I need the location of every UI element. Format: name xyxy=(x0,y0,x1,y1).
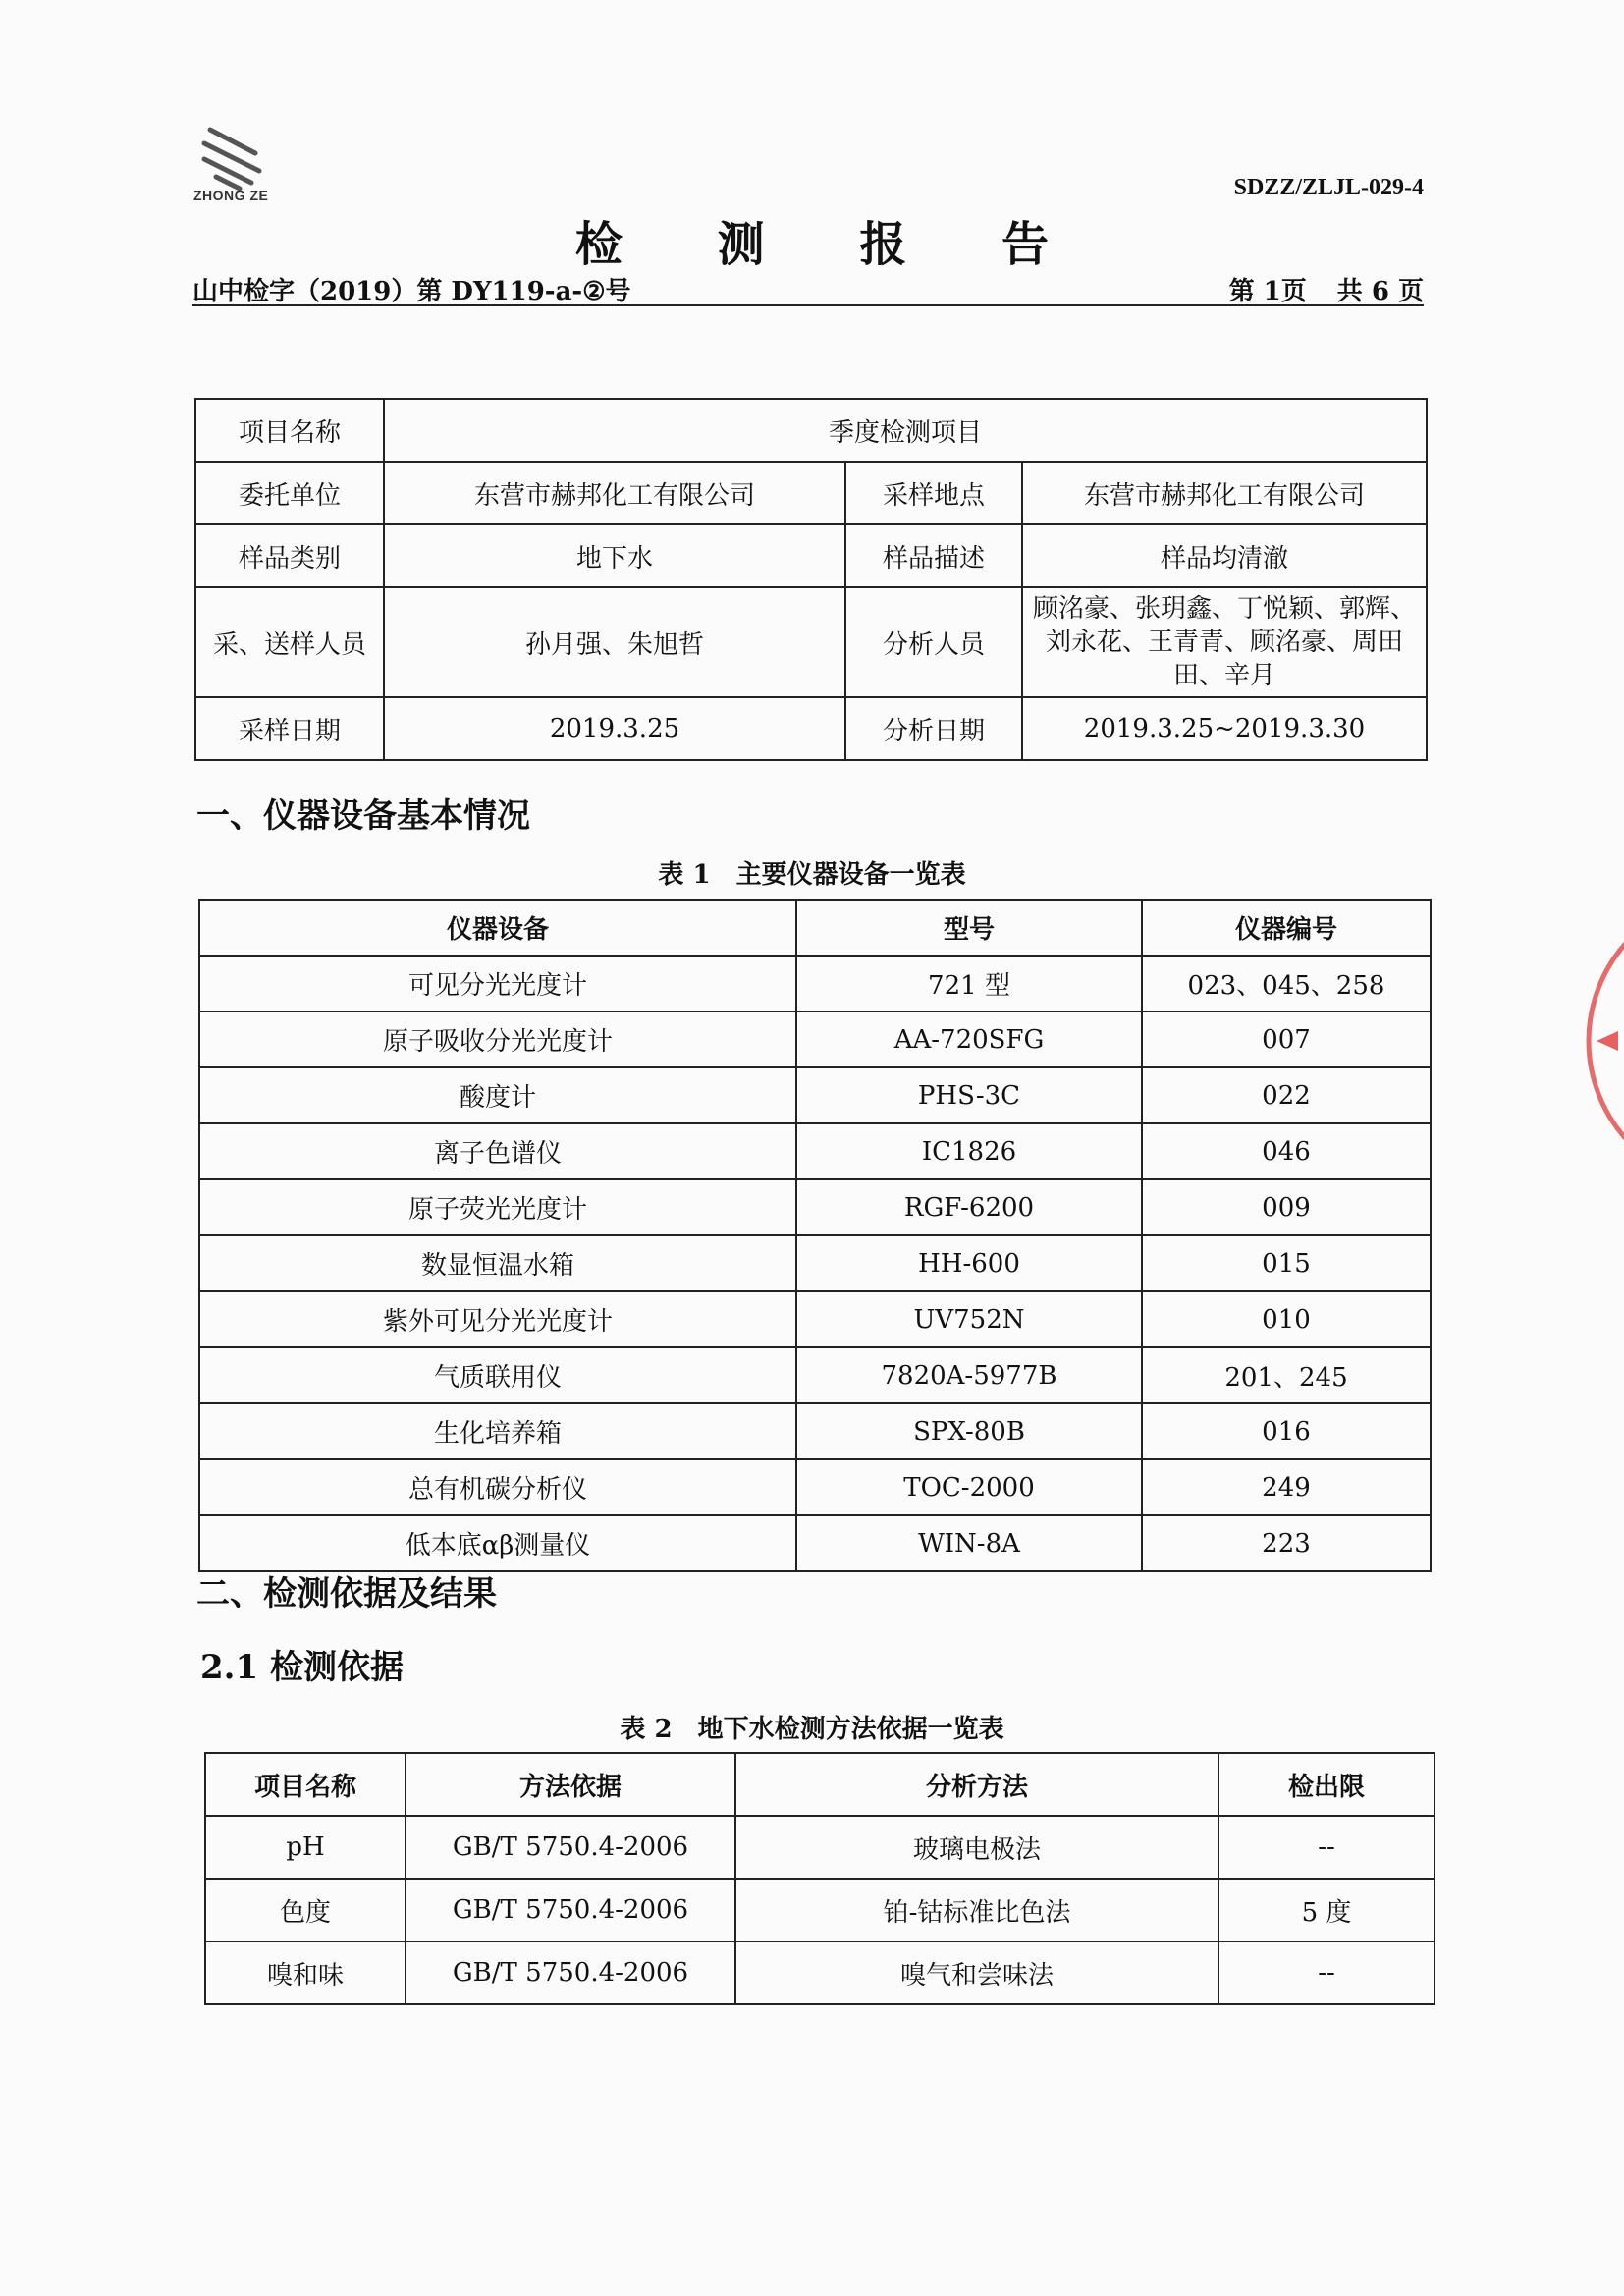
project-name-label: 项目名称 xyxy=(195,399,384,462)
page-info xyxy=(1208,271,1424,307)
table-cell: TOC-2000 xyxy=(796,1459,1142,1515)
table-cell: GB/T 5750.4-2006 xyxy=(406,1879,735,1941)
table-cell: -- xyxy=(1218,1816,1435,1879)
table-cell: 原子荧光光度计 xyxy=(199,1179,796,1235)
red-stamp-seal-icon xyxy=(1559,884,1624,1198)
table-cell: 015 xyxy=(1142,1235,1431,1291)
table-cell: 嗅气和尝味法 xyxy=(735,1941,1218,2004)
table-cell: 玻璃电极法 xyxy=(735,1816,1218,1879)
table-row xyxy=(199,1515,1431,1571)
table-row xyxy=(199,1123,1431,1179)
reference-line xyxy=(192,271,1424,306)
equipment-table xyxy=(198,899,1432,1572)
table-cell: 5 度 xyxy=(1218,1879,1435,1941)
client-label: 委托单位 xyxy=(195,462,384,524)
table-row xyxy=(199,1067,1431,1123)
table1-caption: 表 1 主要仪器设备一览表 xyxy=(658,860,966,890)
table-cell: 249 xyxy=(1142,1459,1431,1515)
analysts-value: 顾洺豪、张玥鑫、丁悦颖、郭辉、刘永花、王青青、顾洺豪、周田田、辛月 xyxy=(1022,587,1427,697)
info-row xyxy=(195,587,1427,697)
column-header: 方法依据 xyxy=(406,1753,735,1816)
table-cell: 201、245 xyxy=(1142,1347,1431,1403)
table-cell: HH-600 xyxy=(796,1235,1142,1291)
column-header: 分析方法 xyxy=(735,1753,1218,1816)
column-header: 仪器编号 xyxy=(1142,900,1431,956)
sample-info-table xyxy=(194,398,1428,761)
column-header: 项目名称 xyxy=(205,1753,406,1816)
table2-caption: 表 2 地下水检测方法依据一览表 xyxy=(620,1715,1004,1744)
analysis-date-value: 2019.3.25~2019.3.30 xyxy=(1022,697,1427,760)
table-row xyxy=(199,1011,1431,1067)
table-cell: AA-720SFG xyxy=(796,1011,1142,1067)
table-cell: UV752N xyxy=(796,1291,1142,1347)
table-cell: 离子色谱仪 xyxy=(199,1123,796,1179)
column-header: 仪器设备 xyxy=(199,900,796,956)
table-row xyxy=(205,1941,1435,2004)
table-row xyxy=(199,1235,1431,1291)
section1-heading: 一、仪器设备基本情况 xyxy=(196,796,530,836)
table-cell: 可见分光光度计 xyxy=(199,956,796,1011)
sample-type-value: 地下水 xyxy=(384,524,845,587)
table-cell: 原子吸收分光光度计 xyxy=(199,1011,796,1067)
sampling-date-value: 2019.3.25 xyxy=(384,697,845,760)
table-cell: IC1826 xyxy=(796,1123,1142,1179)
section2-heading: 二、检测依据及结果 xyxy=(196,1574,497,1613)
table-cell: WIN-8A xyxy=(796,1515,1142,1571)
table-cell: 生化培养箱 xyxy=(199,1403,796,1459)
method-body xyxy=(205,1816,1435,2004)
table-row xyxy=(199,956,1431,1011)
table-cell: 气质联用仪 xyxy=(199,1347,796,1403)
table-cell: 007 xyxy=(1142,1011,1431,1067)
table-cell: GB/T 5750.4-2006 xyxy=(406,1941,735,2004)
table-cell: 009 xyxy=(1142,1179,1431,1235)
table-row xyxy=(199,1291,1431,1347)
table-cell: 紫外可见分光光度计 xyxy=(199,1291,796,1347)
table-cell: SPX-80B xyxy=(796,1403,1142,1459)
equipment-body xyxy=(199,956,1431,1571)
page-total: 共 6 页 xyxy=(1336,277,1424,306)
page-current: 第 1页 xyxy=(1228,277,1307,306)
analysts-label: 分析人员 xyxy=(845,587,1022,697)
document-code: SDZZ/ZLJL-029-4 xyxy=(1233,175,1424,200)
method-table xyxy=(204,1752,1435,2005)
table-row xyxy=(199,1179,1431,1235)
table-cell: 023、045、258 xyxy=(1142,956,1431,1011)
table-cell: pH xyxy=(205,1816,406,1879)
sampling-site-label: 采样地点 xyxy=(845,462,1022,524)
sampling-date-label: 采样日期 xyxy=(195,697,384,760)
sample-desc-value: 样品均清澈 xyxy=(1022,524,1427,587)
table-cell: 低本底αβ测量仪 xyxy=(199,1515,796,1571)
table-row xyxy=(199,1459,1431,1515)
table-cell: -- xyxy=(1218,1941,1435,2004)
table-cell: 7820A-5977B xyxy=(796,1347,1142,1403)
info-row xyxy=(195,399,1427,462)
table-row xyxy=(199,1403,1431,1459)
report-title: 检 测 报 告 xyxy=(574,217,1089,272)
sample-desc-label: 样品描述 xyxy=(845,524,1022,587)
project-name-value: 季度检测项目 xyxy=(384,399,1427,462)
table-cell: 016 xyxy=(1142,1403,1431,1459)
section21-heading: 2.1 检测依据 xyxy=(200,1648,404,1687)
sample-type-label: 样品类别 xyxy=(195,524,384,587)
samplers-value: 孙月强、朱旭哲 xyxy=(384,587,845,697)
table-cell: 010 xyxy=(1142,1291,1431,1347)
table-cell: 721 型 xyxy=(796,956,1142,1011)
table-row xyxy=(205,1879,1435,1941)
table-cell: GB/T 5750.4-2006 xyxy=(406,1816,735,1879)
table-cell: 总有机碳分析仪 xyxy=(199,1459,796,1515)
equipment-header-row xyxy=(199,900,1431,956)
info-row xyxy=(195,524,1427,587)
logo-text: ZHONG ZE xyxy=(193,188,269,203)
table-cell: PHS-3C xyxy=(796,1067,1142,1123)
table-cell: 嗅和味 xyxy=(205,1941,406,2004)
table-cell: 223 xyxy=(1142,1515,1431,1571)
analysis-date-label: 分析日期 xyxy=(845,697,1022,760)
method-header-row xyxy=(205,1753,1435,1816)
table-cell: 022 xyxy=(1142,1067,1431,1123)
table-cell: 046 xyxy=(1142,1123,1431,1179)
table-row xyxy=(205,1816,1435,1879)
report-number: 山中检字（2019）第 DY119-a-②号 xyxy=(192,277,631,306)
table-cell: RGF-6200 xyxy=(796,1179,1142,1235)
table-row xyxy=(199,1347,1431,1403)
info-row xyxy=(195,697,1427,760)
samplers-label: 采、送样人员 xyxy=(195,587,384,697)
table-cell: 酸度计 xyxy=(199,1067,796,1123)
table-cell: 铂-钴标准比色法 xyxy=(735,1879,1218,1941)
column-header: 型号 xyxy=(796,900,1142,956)
column-header: 检出限 xyxy=(1218,1753,1435,1816)
sampling-site-value: 东营市赫邦化工有限公司 xyxy=(1022,462,1427,524)
info-row xyxy=(195,462,1427,524)
table-cell: 数显恒温水箱 xyxy=(199,1235,796,1291)
table-cell: 色度 xyxy=(205,1879,406,1941)
client-value: 东营市赫邦化工有限公司 xyxy=(384,462,845,524)
